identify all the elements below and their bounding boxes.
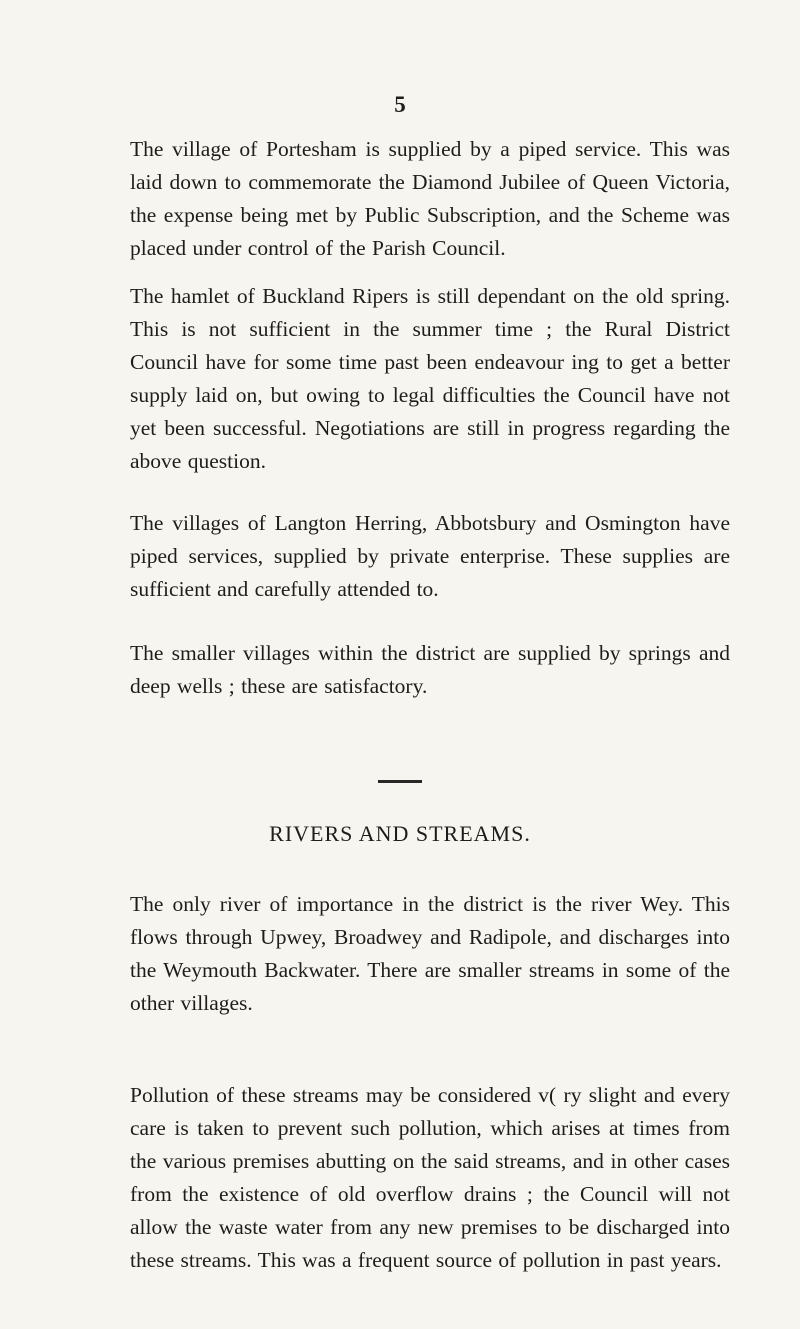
paragraph-smaller-villages: The smaller villages within the district are supplied by springs and deep wells ; these are satisfactory. [130,641,730,698]
page-number: 5 [394,92,406,117]
paragraph-pollution: Pollution of these streams may be considered v( ry slight and every care is taken to prevent such pollution, which arises at times from the various premises abutting on the said streams, and in other cases from the existence of old overflow drains ; the Council will not allow the waste water from any new premises to be discharged into these streams. This was a frequent source of pollution in past years. [130,1083,730,1272]
paragraph-langton-herring: The villages of Langton Herring, Abbotsbury and Osmington have piped services, supplied by private enterprise. These supplies are sufficient and carefully attended to. [130,511,730,601]
paragraph-portesham: The village of Portesham is supplied by a piped service. This was laid down to commemorate the Diamond Jubilee of Queen Victoria, the expense being met by Public Subscription, and the Scheme was placed under control of the Parish Council. [130,137,730,260]
section-heading: RIVERS AND STREAMS. [269,821,531,846]
section-divider [378,780,422,783]
paragraph-buckland-ripers: The hamlet of Buckland Ripers is still dependant on the old spring. This is not sufficient in the summer time ; the Rural District Council have for some time past been endeavour ing to get a better supply laid on, but owing to legal difficulties the Council have not yet been successful. Negotiations are still in progress regarding the above question. [130,284,730,473]
paragraph-river-wey: The only river of importance in the district is the river Wey. This flows through Upwey, Broadwey and Radipole, and discharges into the Weymouth Backwater. There are smaller streams in some of the other villages. [130,892,730,1015]
